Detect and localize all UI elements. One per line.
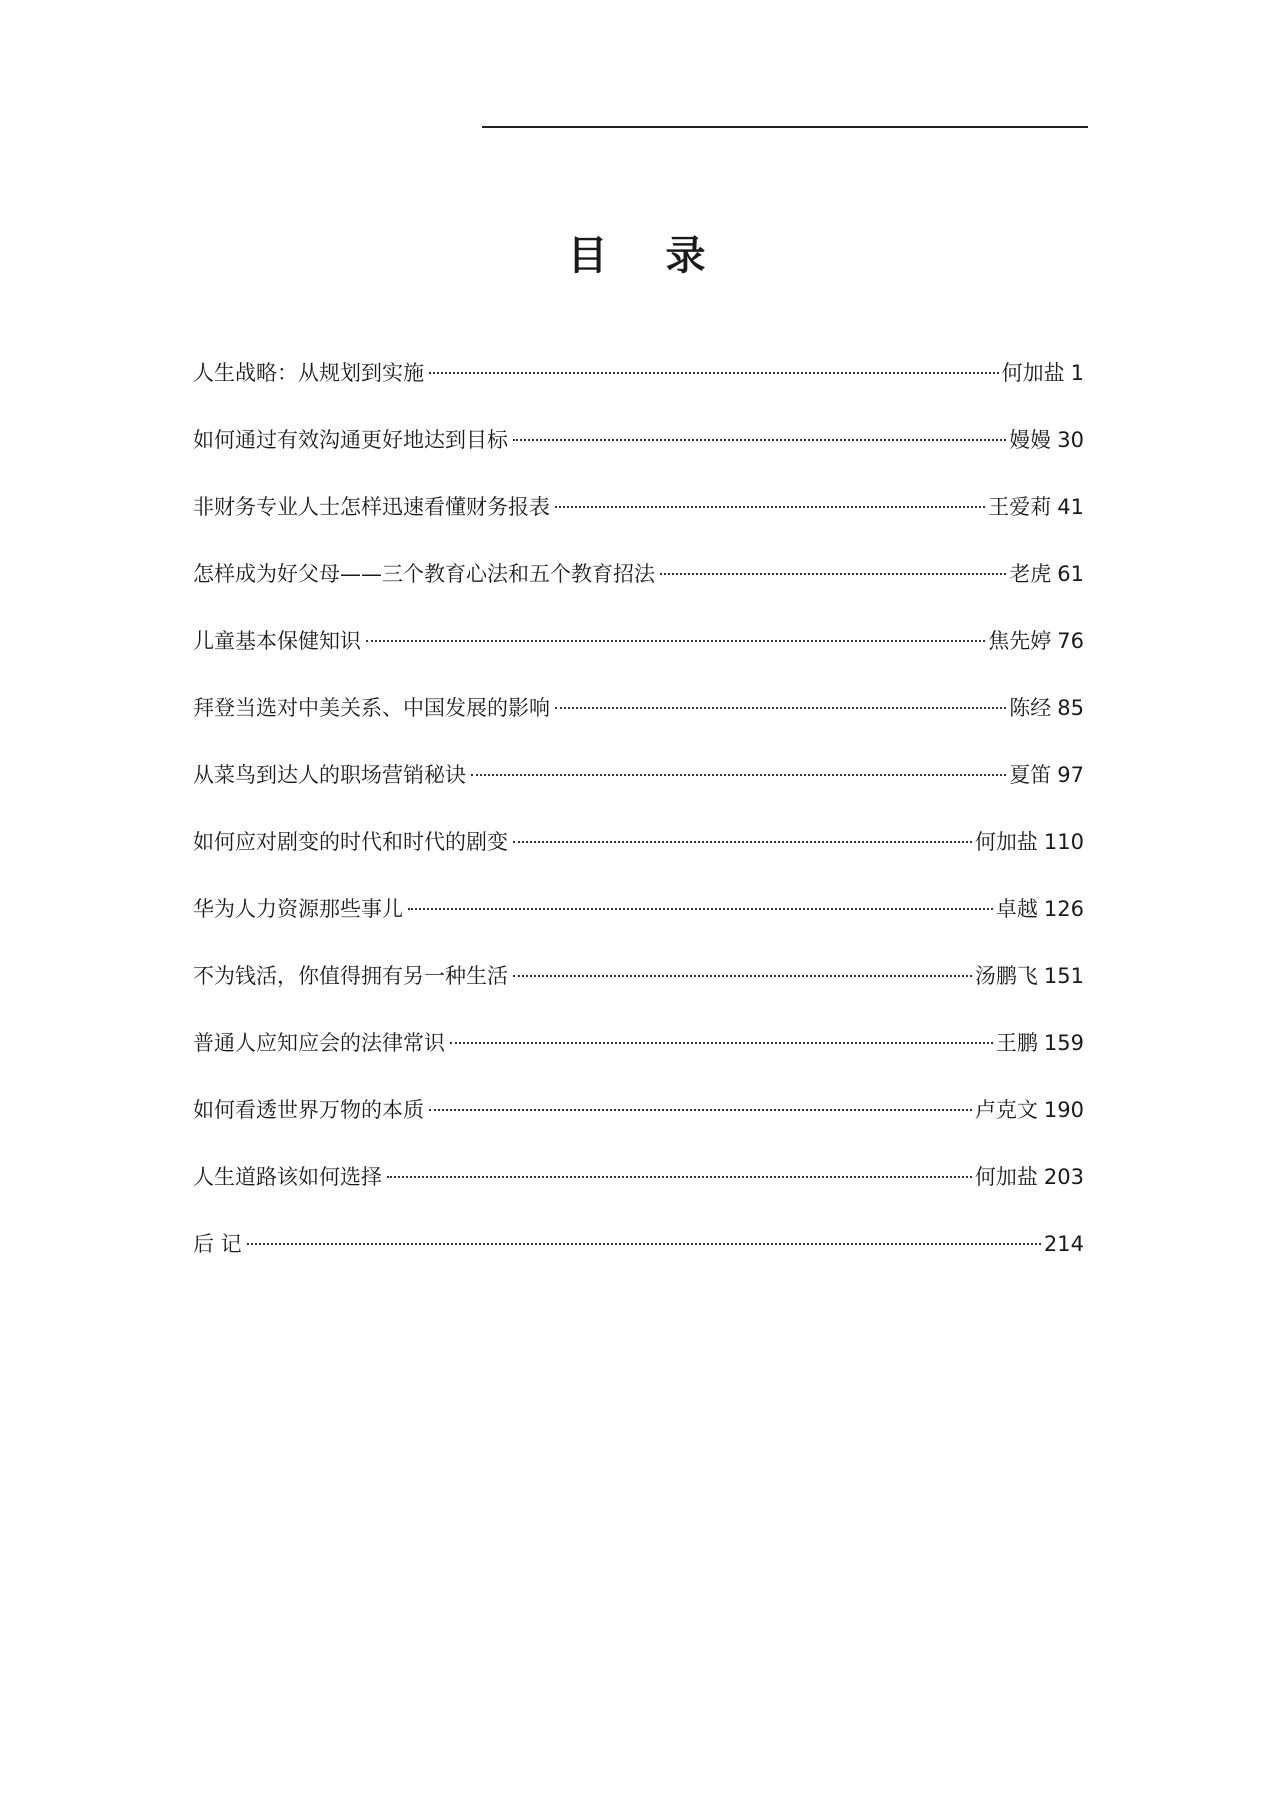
toc-entry-page-number: 61 <box>1057 562 1084 586</box>
toc-entry-title: 如何应对剧变的时代和时代的剧变 <box>193 830 508 854</box>
toc-dot-leader <box>366 640 985 642</box>
toc-dot-leader <box>429 1109 972 1111</box>
toc-dot-leader <box>408 908 993 910</box>
toc-dot-leader <box>513 975 972 977</box>
toc-entry[interactable] <box>193 353 1084 420</box>
toc-entry-page-number: 97 <box>1057 763 1084 787</box>
toc-entry[interactable] <box>193 1090 1084 1157</box>
toc-entry-author: 何加盐 <box>974 830 1038 854</box>
toc-entry-author: 老虎 <box>1009 562 1052 586</box>
toc-dot-leader <box>513 841 972 843</box>
toc-entry-title: 后 记 <box>193 1232 242 1256</box>
toc-entry[interactable] <box>193 554 1084 621</box>
toc-entry[interactable] <box>193 420 1084 487</box>
toc-entry-page-number: 190 <box>1043 1098 1084 1122</box>
toc-entry[interactable] <box>193 755 1084 822</box>
toc-entry-page-number: 126 <box>1043 897 1084 921</box>
toc-entry-author: 陈经 <box>1009 696 1052 720</box>
toc-entry-page-number: 30 <box>1057 428 1084 452</box>
toc-entry-title: 拜登当选对中美关系、中国发展的影响 <box>193 696 550 720</box>
toc-entry-author: 夏笛 <box>1009 763 1052 787</box>
toc-entry-title: 普通人应知应会的法律常识 <box>193 1031 445 1055</box>
toc-entry-page-number: 214 <box>1043 1232 1084 1256</box>
toc-entry[interactable] <box>193 889 1084 956</box>
toc-entry-author: 汤鹏飞 <box>974 964 1038 988</box>
toc-entry-page-number: 203 <box>1043 1165 1084 1189</box>
toc-dot-leader <box>450 1042 993 1044</box>
toc-entry-page-number: 151 <box>1043 964 1084 988</box>
toc-entry-author: 卢克文 <box>974 1098 1038 1122</box>
toc-entry-title: 如何看透世界万物的本质 <box>193 1098 424 1122</box>
toc-entry-author: 卓越 <box>995 897 1038 921</box>
toc-entry-title: 儿童基本保健知识 <box>193 629 361 653</box>
toc-dot-leader <box>555 707 1006 709</box>
toc-entry[interactable] <box>193 621 1084 688</box>
toc-entry-title: 非财务专业人士怎样迅速看懂财务报表 <box>193 495 550 519</box>
toc-entry[interactable] <box>193 822 1084 889</box>
toc-dot-leader <box>660 573 1006 575</box>
toc-dot-leader <box>247 1243 1041 1245</box>
toc-entry[interactable] <box>193 1157 1084 1224</box>
toc-dot-leader <box>387 1176 972 1178</box>
toc-entry-page-number: 110 <box>1043 830 1084 854</box>
page-title: 目 录 <box>567 233 728 279</box>
toc-entry-title: 不为钱活，你值得拥有另一种生活 <box>193 964 508 988</box>
table-of-contents <box>193 353 1084 1291</box>
toc-dot-leader <box>429 372 999 374</box>
toc-dot-leader <box>513 439 1006 441</box>
toc-entry[interactable] <box>193 956 1084 1023</box>
toc-entry[interactable] <box>193 487 1084 554</box>
toc-entry-author: 何加盐 <box>974 1165 1038 1189</box>
toc-entry-title: 如何通过有效沟通更好地达到目标 <box>193 428 508 452</box>
toc-entry-author: 焦先婷 <box>988 629 1052 653</box>
toc-entry-page-number: 85 <box>1057 696 1084 720</box>
toc-entry[interactable] <box>193 1023 1084 1090</box>
toc-entry-author: 嫚嫚 <box>1009 428 1052 452</box>
toc-entry-title: 人生战略：从规划到实施 <box>193 361 424 385</box>
header-rule <box>482 126 1088 128</box>
toc-dot-leader <box>471 774 1006 776</box>
toc-entry-title: 怎样成为好父母——三个教育心法和五个教育招法 <box>193 562 655 586</box>
toc-entry[interactable] <box>193 1224 1084 1291</box>
toc-entry-author: 何加盐 <box>1001 361 1065 385</box>
toc-entry-title: 华为人力资源那些事儿 <box>193 897 403 921</box>
toc-entry-author: 王爱莉 <box>988 495 1052 519</box>
toc-entry-author: 王鹏 <box>995 1031 1038 1055</box>
toc-entry-page-number: 76 <box>1057 629 1084 653</box>
toc-entry-page-number: 41 <box>1057 495 1084 519</box>
toc-entry-page-number: 1 <box>1070 361 1084 385</box>
toc-entry[interactable] <box>193 688 1084 755</box>
toc-dot-leader <box>555 506 985 508</box>
toc-entry-page-number: 159 <box>1043 1031 1084 1055</box>
toc-entry-title: 人生道路该如何选择 <box>193 1165 382 1189</box>
toc-entry-title: 从菜鸟到达人的职场营销秘诀 <box>193 763 466 787</box>
